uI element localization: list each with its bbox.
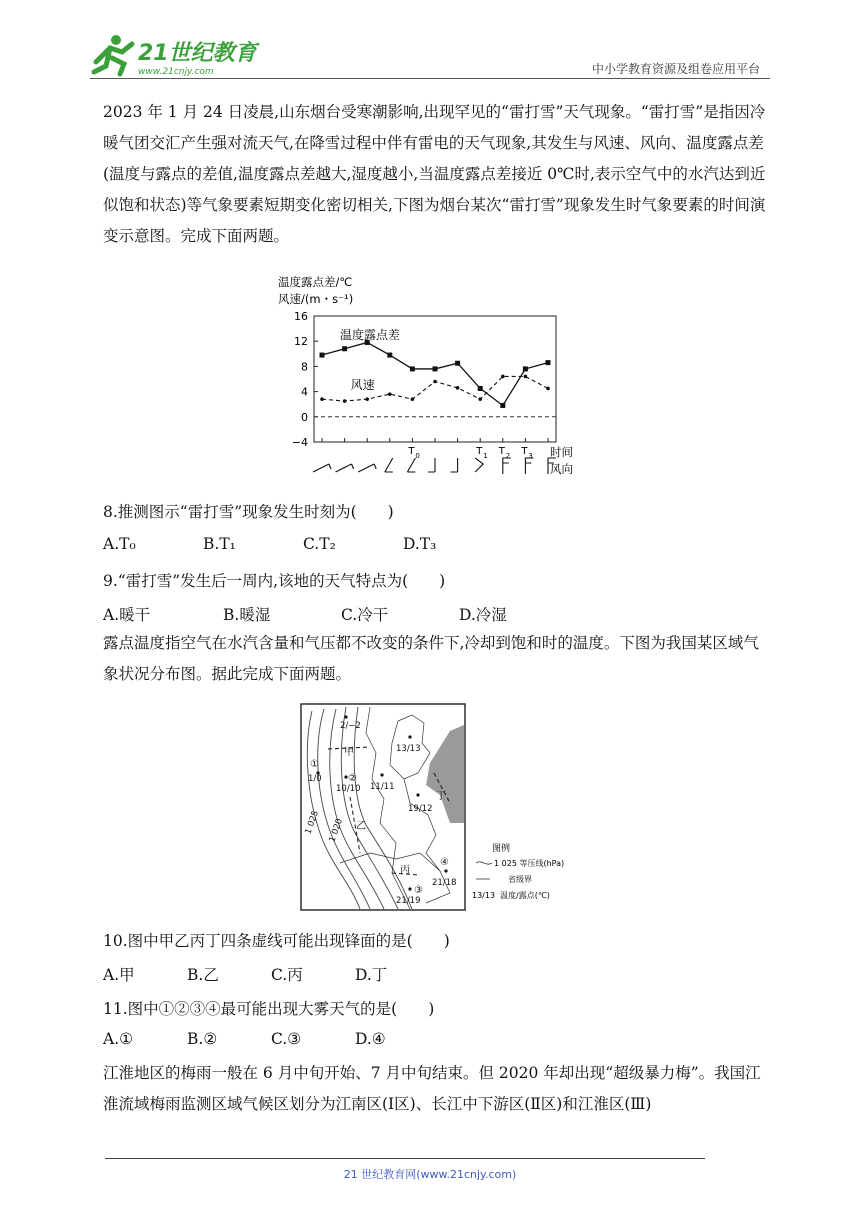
chart-ytick-label: 0 [301, 410, 308, 424]
wind-barb [428, 458, 435, 472]
station-label-3: 1/0 [308, 774, 322, 784]
question-8-options [103, 535, 436, 553]
q10-option-c[interactable]: C.丙 [271, 966, 303, 984]
windspeed-point [320, 397, 324, 401]
wind-barb [358, 464, 376, 472]
windspeed-point [546, 387, 550, 391]
wind-barb [451, 458, 458, 472]
station-label-5: 11/11 [370, 782, 395, 792]
station-label-6: 19/12 [408, 804, 433, 814]
question-11-stem: 11.图中①②③④最可能出现大雾天气的是( ) [103, 1000, 435, 1018]
chart-ytick-label: 4 [301, 385, 308, 399]
question-10-options [103, 963, 387, 985]
station-label-1: 2/−2 [340, 721, 361, 731]
chart-ytick-label: −4 [291, 436, 308, 449]
q8-option-d[interactable]: D.T₃ [403, 535, 437, 553]
isobar-label-1025: 1 025 [303, 809, 322, 836]
weather-map [300, 703, 580, 913]
point-label-3: ③ [414, 885, 423, 896]
wind-barb [525, 458, 533, 474]
isobar-label-1020: 1 020 [327, 817, 346, 844]
map-legend [472, 842, 564, 900]
footer-divider [105, 1158, 705, 1159]
chart-ytick-label: 16 [294, 310, 308, 323]
intro-paragraph-1: 2023 年 1 月 24 日凌晨,山东烟台受寒潮影响,出现罕见的“雷打雪”天气现象。“雷打雪”是指因冷暖气团交汇产生强对流天气,在降雪过程中伴有雷电的天气现象,其发生与风速、风向、温度露点差(温度与露点的差值,温度露点差越大,湿度越小,当温度露点差接近 0℃时,表示空气中的水汽达到近似饱和状态)等气象要素短期变化密切相关,下图为烟台某次“雷打雪”现象发生时气象要素的时间演变示意图。完成下面两题。 [103, 103, 766, 245]
q10-option-a[interactable]: A.甲 [103, 966, 135, 984]
windspeed-point [433, 380, 437, 384]
page-header [90, 30, 770, 82]
dewpoint-point [455, 361, 460, 366]
legend-title: 图例 [492, 844, 511, 854]
windspeed-point [524, 375, 528, 379]
legend-station: 温度/露点(℃) [500, 891, 550, 900]
chart-xlabel: 时间 [550, 445, 573, 459]
q9-option-c[interactable]: C.冷干 [341, 606, 389, 624]
dewpoint-point [320, 353, 325, 358]
question-9-options [103, 603, 507, 625]
time-marker-sub: 3 [528, 452, 533, 460]
question-9-stem: 9.“雷打雪”发生后一周内,该地的天气特点为( ) [103, 572, 446, 590]
q9-option-b[interactable]: B.暖湿 [223, 606, 271, 624]
dewpoint-point [342, 346, 347, 351]
legend-border: 省级界 [508, 875, 532, 884]
series-label-dewpoint: 温度露点差 [340, 328, 401, 343]
point-label-4: ④ [440, 857, 449, 868]
time-marker-sub: 1 [483, 452, 488, 460]
chart-ylabel-1: 温度露点差/℃ [278, 275, 353, 289]
dewpoint-point [433, 366, 438, 371]
q9-option-a[interactable]: A.暖干 [103, 606, 151, 624]
wind-barb [336, 464, 354, 472]
q9-option-d[interactable]: D.冷湿 [459, 606, 507, 624]
station-label-2: 13/13 [396, 744, 421, 754]
windspeed-point [365, 397, 369, 401]
q11-option-d[interactable]: D.④ [355, 1030, 386, 1048]
legend-station-value: 13/13 [472, 891, 496, 900]
q8-option-c[interactable]: C.T₂ [303, 535, 336, 553]
station-label-7: 21/19 [396, 896, 421, 906]
weather-chart [270, 272, 600, 484]
question-10-stem: 10.图中甲乙丙丁四条虚线可能出现锋面的是( ) [103, 932, 450, 950]
dewpoint-point [387, 353, 392, 358]
station-label-8: 21/18 [432, 878, 457, 888]
intro-paragraph-3: 江淮地区的梅雨一般在 6 月中旬开始、7 月中旬结束。但 2020 年却出现“超级暴力梅”。我国江淮流域梅雨监测区域气候区划分为江南区(Ⅰ区)、长江中下游区(Ⅱ区)和江淮区(Ⅲ) [103, 1064, 761, 1113]
wind-barb [475, 458, 483, 472]
time-marker-sub: 0 [415, 452, 420, 460]
question-8-stem: 8.推测图示“雷打雪”现象发生时刻为( ) [103, 503, 394, 521]
chart-ylabel-2: 风速/(m・s⁻¹) [278, 292, 354, 306]
wind-barb [313, 464, 331, 472]
q10-option-b[interactable]: B.乙 [187, 966, 219, 984]
windspeed-point [388, 392, 392, 396]
wind-barb [503, 458, 511, 474]
q8-option-b[interactable]: B.T₁ [203, 535, 236, 553]
line-label-bing: 丙 [400, 865, 410, 876]
chart-wind-label: 风向 [550, 462, 573, 476]
dewpoint-point [523, 366, 528, 371]
chart-ytick-label: 8 [301, 360, 308, 374]
question-11-options [103, 1030, 386, 1048]
time-marker-sub: 2 [505, 452, 511, 460]
point-label-1: ① [310, 759, 319, 770]
q11-option-a[interactable]: A.① [103, 1030, 134, 1048]
dewpoint-point [478, 386, 483, 391]
line-label-jia: 甲 [344, 747, 354, 758]
dewpoint-point [410, 366, 415, 371]
logo [90, 32, 290, 78]
q11-option-c[interactable]: C.③ [271, 1030, 302, 1048]
header-platform-text: 中小学教育资源及组卷应用平台 [591, 62, 760, 76]
q8-option-a[interactable]: A.T₀ [103, 535, 136, 553]
chart-ytick-label: 12 [294, 335, 308, 349]
dewpoint-point [546, 360, 551, 365]
footer-text: 21 世纪教育网(www.21cnjy.com) [343, 1168, 517, 1181]
line-label-yi: 乙 [356, 821, 366, 832]
dewpoint-point [500, 403, 505, 408]
windspeed-point [456, 386, 460, 390]
series-dewpoint-line [322, 342, 548, 405]
runner-icon [94, 35, 132, 74]
windspeed-point [501, 375, 505, 379]
series-label-windspeed: 风速 [350, 378, 375, 393]
point-label-2: ② [348, 773, 357, 784]
line-label-ding: 丁 [436, 791, 446, 802]
station-label-4: 10/10 [336, 784, 361, 794]
q10-option-d[interactable]: D.丁 [355, 966, 388, 984]
logo-url: www.21cnjy.com [138, 67, 214, 77]
logo-text: 21世纪教育 [138, 41, 257, 66]
time-marker-label: T [476, 446, 483, 457]
time-marker-label: T [521, 446, 528, 457]
q11-option-b[interactable]: B.② [187, 1030, 218, 1048]
windspeed-point [478, 397, 482, 401]
legend-isobar: 1 025 等压线(hPa) [494, 859, 565, 868]
intro-paragraph-2: 露点温度指空气在水汽含量和气压都不改变的条件下,冷却到饱和时的温度。下图为我国某区域气象状况分布图。据此完成下面两题。 [103, 634, 759, 683]
time-marker-label: T [498, 446, 505, 457]
wind-barb [385, 458, 393, 472]
wind-barb [407, 458, 415, 472]
header-divider [90, 78, 770, 79]
windspeed-point [411, 397, 415, 401]
windspeed-point [343, 399, 347, 403]
time-marker-label: T [408, 446, 415, 457]
